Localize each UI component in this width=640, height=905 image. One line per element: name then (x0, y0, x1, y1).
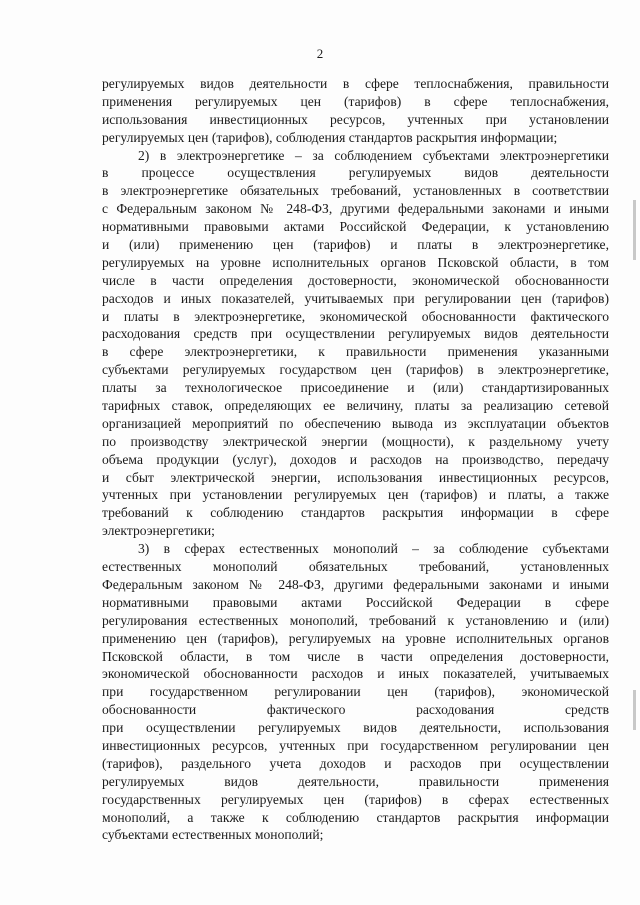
text-line: и платы в электроэнергетике, экономической обоснованности фактического (102, 308, 609, 324)
page-number: 2 (316, 46, 324, 61)
text-line: тарифных ставок, определяющих ее величину, платы за реализацию сетевой (102, 398, 609, 414)
paragraph-first-line: 3) в сферах естественных монополий – за соблюдение субъектами (138, 541, 609, 557)
text-line: и сбыт электрической энергии, использования инвестиционных ресурсов, (102, 469, 609, 485)
text-line: в сфере электроэнергетики, к правильности применения указанными (102, 344, 609, 360)
text-line: монополий, а также к соблюдению стандартов раскрытия информации (102, 809, 609, 825)
text-line: по производству электрической энергии (мощности), к раздельному учету (102, 433, 609, 449)
text-line: расходования средств при осуществлении регулируемых видов деятельности (102, 326, 609, 342)
paragraph-first-line: 2) в электроэнергетике – за соблюдением субъектами электроэнергетики (138, 147, 609, 163)
scan-artifact (633, 690, 636, 730)
text-line: в процессе осуществления регулируемых видов деятельности (102, 165, 609, 181)
text-line: электроэнергетики; (102, 523, 215, 539)
body-text (102, 75, 609, 844)
text-line: расходов и иных показателей, учитываемых при регулировании цен (тарифов) (102, 290, 609, 306)
text-line: нормативными правовыми актами Российской Федерации, к установлению (102, 219, 609, 235)
text-line: с Федеральным законом № 248-ФЗ, другими федеральными законами и иными (102, 201, 609, 217)
text-line: субъектами естественных монополий; (102, 827, 324, 843)
text-line: нормативными правовыми актами Российской Федерации в сфере (102, 594, 609, 610)
text-line: объема продукции (услуг), доходов и расходов на производство, передачу (102, 451, 609, 467)
text-line: и (или) применению цен (тарифов) и платы в электроэнергетике, (102, 237, 609, 253)
text-line: применения регулируемых цен (тарифов) в сфере теплоснабжения, (102, 93, 609, 109)
text-line: числе в части определения достоверности, экономической обоснованности (102, 272, 609, 288)
text-line: регулирования естественных монополий, требований к установлению и (или) (102, 612, 609, 628)
text-line: учтенных при установлении регулируемых цен (тарифов) и платы, а также (102, 487, 609, 503)
text-line: применению цен (тарифов), регулируемых на уровне исполнительных органов (102, 630, 609, 646)
text-line: государственных регулируемых цен (тарифов) в сферах естественных (102, 791, 609, 807)
text-line: регулируемых видов деятельности в сфере теплоснабжения, правильности (102, 76, 609, 91)
text-line: при осуществлении регулируемых видов деятельности, использования (102, 720, 609, 736)
text-line: обоснованности фактического расходования средств (102, 702, 609, 718)
text-line: использования инвестиционных ресурсов, учтенных при установлении (102, 111, 609, 127)
text-line: инвестиционных ресурсов, учтенных при государственном регулировании цен (102, 737, 609, 753)
text-line: организацией мероприятий по обеспечению вывода из эксплуатации объектов (102, 415, 609, 431)
text-line: требований к соблюдению стандартов раскрытия информации в сфере (102, 505, 609, 521)
text-line: экономической обоснованности расходов и иных показателей, учитываемых (102, 666, 609, 682)
text-line: при государственном регулировании цен (тарифов), экономической (102, 684, 609, 700)
text-line: регулируемых видов деятельности, правильности применения (102, 773, 609, 789)
text-line: Псковской области, в том числе в части определения достоверности, (102, 648, 609, 664)
text-line: платы за технологическое присоединение и (или) стандартизированных (102, 380, 609, 396)
text-line: регулируемых на уровне исполнительных органов Псковской области, в том (102, 254, 609, 270)
text-line: в электроэнергетике обязательных требований, установленных в соответствии (102, 183, 609, 199)
text-line: (тарифов), раздельного учета доходов и расходов при осуществлении (102, 755, 609, 771)
text-line: естественных монополий обязательных требований, установленных (102, 559, 609, 575)
scan-artifact (633, 200, 636, 260)
text-line: регулируемых цен (тарифов), соблюдения стандартов раскрытия информации; (102, 129, 558, 145)
text-line: Федеральным законом № 248-ФЗ, другими федеральными законами и иными (102, 576, 609, 592)
text-line: субъектами регулируемых государством цен (тарифов) в электроэнергетике, (102, 362, 609, 378)
